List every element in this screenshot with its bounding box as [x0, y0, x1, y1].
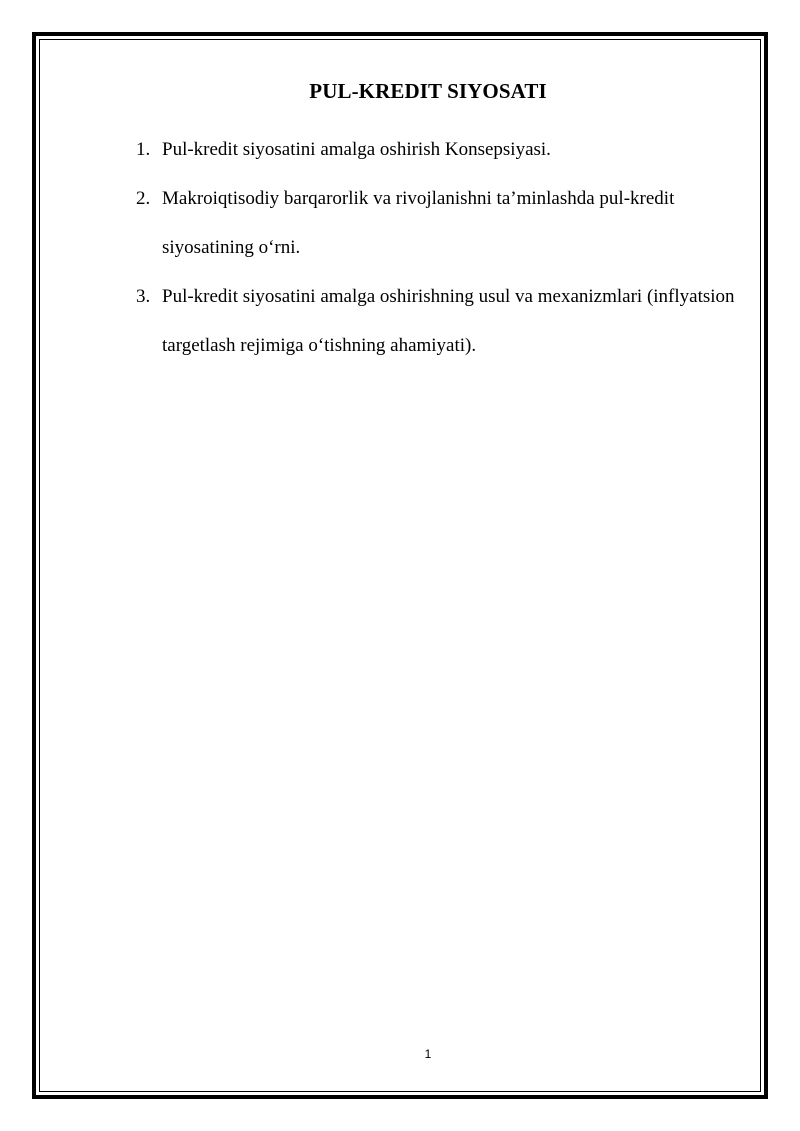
list-item-number: 2.: [136, 188, 151, 209]
list-item-number: 3.: [136, 286, 151, 307]
list-item-2: [136, 174, 756, 272]
page-title: PUL-KREDIT SIYOSATI: [309, 79, 547, 103]
topic-list: [136, 125, 756, 370]
list-item-3: [136, 272, 756, 370]
list-item-number: 1.: [136, 139, 151, 160]
list-item-text: Pul-kredit siyosatini amalga oshirish Konsepsiyasi.: [162, 139, 551, 160]
page-number: 1: [424, 1047, 432, 1061]
list-item-text: Makroiqtisodiy barqarorlik va rivojlanishni ta’minlashda pul-kredit siyosatining o‘rni.: [162, 188, 675, 258]
list-item-text: Pul-kredit siyosatini amalga oshirishning usul va mexanizmlari (inflyatsion targetlash rejimiga o‘tishning ahamiyati).: [162, 286, 735, 356]
list-item-1: [136, 125, 756, 174]
